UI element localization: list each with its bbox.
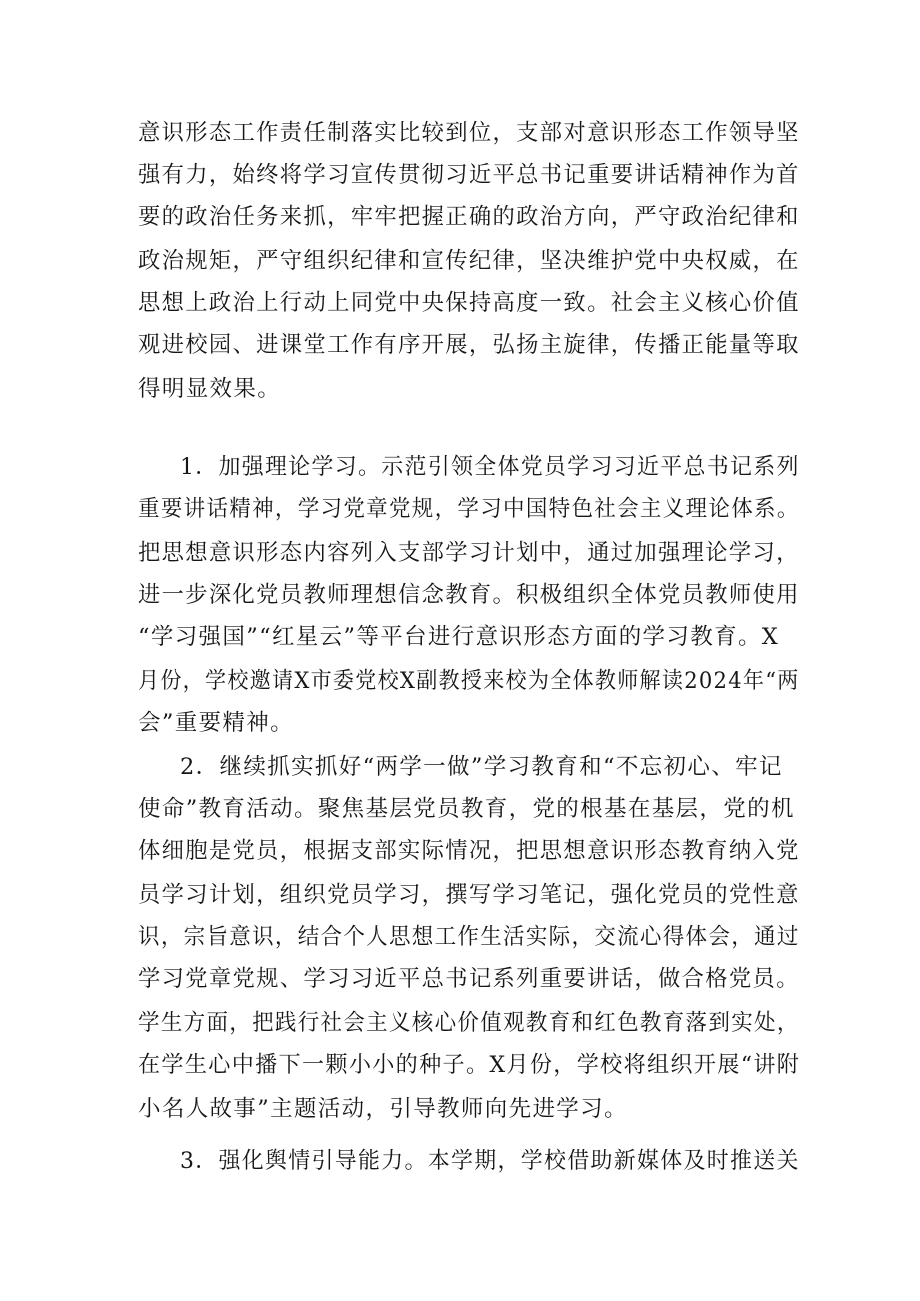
text-line: 月份，学校邀请X市委党校X副教授来校为全体教师解读2024年“两 bbox=[138, 668, 800, 694]
text-line: 学习党章党规、学习习近平总书记系列重要讲话，做合格党员。 bbox=[138, 966, 800, 992]
text-line: 意识形态工作责任制落实比较到位，支部对意识形态工作领导坚 bbox=[138, 120, 800, 146]
text-line: 识，宗旨意识，结合个人思想工作生活实际，交流心得体会，通过 bbox=[138, 924, 800, 950]
text-line: 重要讲话精神，学习党章党规，学习中国特色社会主义理论体系。 bbox=[138, 496, 800, 522]
text-line: 在学生心中播下一颗小小的种子。X月份，学校将组织开展“讲附 bbox=[138, 1052, 801, 1078]
text-line: 员学习计划，组织党员学习，撰写学习笔记，强化党员的党性意 bbox=[138, 882, 800, 908]
text-line: 体细胞是党员，根据支部实际情况，把思想意识形态教育纳入党 bbox=[138, 838, 800, 864]
text-line: 得明显效果。 bbox=[138, 376, 282, 402]
text-line: 观进校园、进课堂工作有序开展，弘扬主旋律，传播正能量等取 bbox=[138, 332, 800, 358]
text-line: 会”重要精神。 bbox=[138, 710, 294, 736]
text-line: 政治规矩，严守组织纪律和宣传纪律，坚决维护党中央权威，在 bbox=[138, 248, 800, 274]
text-line: 学生方面，把践行社会主义核心价值观教育和红色教育落到实处， bbox=[138, 1010, 800, 1036]
text-line: 使命”教育活动。聚焦基层党员教育，党的根基在基层，党的机 bbox=[138, 796, 795, 822]
text-line: 3．强化舆情引导能力。本学期，学校借助新媒体及时推送关 bbox=[180, 1148, 800, 1174]
text-line: 强有力，始终将学习宣传贯彻习近平总书记重要讲话精神作为首 bbox=[138, 162, 800, 188]
text-line: 2．继续抓实抓好“两学一做”学习教育和“不忘初心、牢记 bbox=[180, 754, 783, 780]
text-line: 思想上政治上行动上同党中央保持高度一致。社会主义核心价值 bbox=[138, 290, 800, 316]
text-line: “学习强国”“红星云”等平台进行意识形态方面的学习教育。X bbox=[138, 624, 780, 650]
text-line: 要的政治任务来抓，牢牢把握正确的政治方向，严守政治纪律和 bbox=[138, 204, 800, 230]
text-line: 把思想意识形态内容列入支部学习计划中，通过加强理论学习， bbox=[138, 540, 800, 566]
text-line: 进一步深化党员教师理想信念教育。积极组织全体党员教师使用 bbox=[138, 582, 800, 608]
text-line: 小名人故事”主题活动，引导教师向先进学习。 bbox=[138, 1096, 628, 1122]
text-line: 1．加强理论学习。示范引领全体党员学习习近平总书记系列 bbox=[180, 454, 800, 480]
